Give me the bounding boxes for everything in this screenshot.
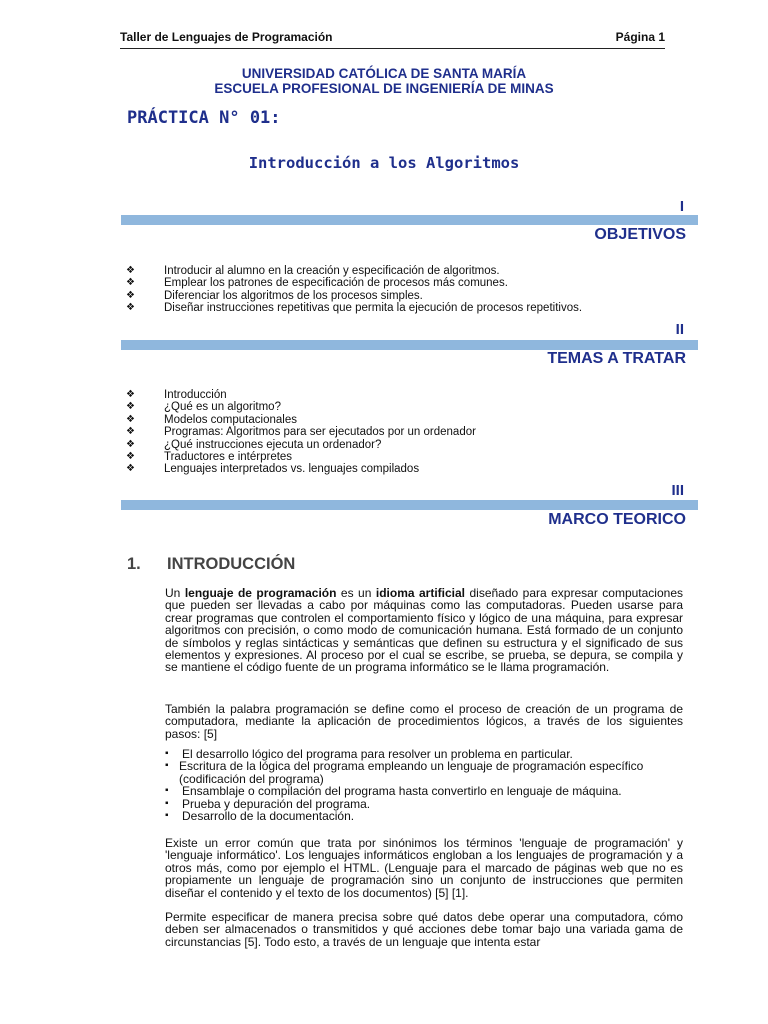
heading-text: INTRODUCCIÓN <box>167 555 296 573</box>
list-item: ❖ ¿Qué es un algoritmo? <box>126 401 281 414</box>
list-item: ▪ Prueba y depuración del programa. <box>165 796 371 811</box>
list-item: ▪ El desarrollo lógico del programa para resolver un problema en particular. <box>165 747 573 761</box>
university-block <box>0 66 768 96</box>
list-item: ❖ Traductores e intérpretes <box>126 451 293 464</box>
heading-introduccion <box>127 555 295 574</box>
section-band <box>121 500 698 510</box>
keyword-lenguaje: lenguaje de programación <box>184 586 337 600</box>
practice-title: PRÁCTICA N° 01: <box>127 108 281 128</box>
section-number: III <box>671 482 684 499</box>
diamond-bullet-icon: ❖ <box>126 451 135 463</box>
list-item: ▪ Ensamblaje o compilación del programa hasta convertirlo en lenguaje de máquina. <box>165 784 622 799</box>
paragraph-4: Permite especificar de manera precisa sobre qué datos debe operar una computadora, cómo deben ser almacenados o transmitidos y qué acciones debe tomar bajo una variada gama de circunstancias [5]. Todo esto, a través de un lenguaje que intenta estar <box>165 910 683 949</box>
header-page-number: Página 1 <box>615 30 665 44</box>
list-item: ❖ Introducir al alumno en la creación y especificación de algoritmos. <box>126 265 500 277</box>
paragraph-2: También la palabra programación se define como el proceso de creación de un programa de computadora, mediante la aplicación de procedimientos lógicos, a través de los siguientes pasos: [5] <box>165 702 683 741</box>
section-title-marco: MARCO TEORICO <box>548 511 686 528</box>
diamond-bullet-icon: ❖ <box>126 289 135 301</box>
paragraph-1: Un lenguaje de programación es un idioma artificial diseñado para expresar computaciones que pueden ser llevadas a cabo por máquinas como las computadoras. Pueden usarse para crear programas que controlen el comportamiento físico y lógico de una máquina, para expresar algoritmos con precisión, o como modo de comunicación humana. Está formado de un conjunto de símbolos y reglas sintácticas y semánticas que definen su estructura y el significado de sus elementos y expresiones. Al proceso por el cual se escribe, se prueba, se depura, se compila y se mantiene el código fuente de un programa informático se le llama programación. <box>165 586 683 675</box>
section-number: I <box>679 198 684 215</box>
square-bullet-icon: ▪ <box>165 785 169 797</box>
practice-subtitle: Introducción a los Algoritmos <box>248 154 520 172</box>
diamond-bullet-icon: ❖ <box>126 438 135 450</box>
diamond-bullet-icon: ❖ <box>126 463 135 475</box>
diamond-bullet-icon: ❖ <box>126 389 135 400</box>
diamond-bullet-icon: ❖ <box>126 277 135 289</box>
section-number: II <box>675 321 684 338</box>
list-item: ❖ Introducción <box>126 389 227 401</box>
diamond-bullet-icon: ❖ <box>126 302 135 314</box>
list-item: ❖ ¿Qué instrucciones ejecuta un ordenador? <box>126 438 382 451</box>
list-item: ▪ Desarrollo de la documentación. <box>165 809 355 824</box>
page-header <box>120 30 665 49</box>
diamond-bullet-icon: ❖ <box>126 401 135 413</box>
list-item: ❖ Modelos computacionales <box>126 413 297 426</box>
section-title-temas: TEMAS A TRATAR <box>547 350 686 367</box>
university-name: UNIVERSIDAD CATÓLICA DE SANTA MARÍA <box>241 66 527 81</box>
square-bullet-icon: ▪ <box>165 797 169 809</box>
list-item: ❖ Lenguajes interpretados vs. lenguajes compilados <box>126 463 420 476</box>
paragraph-3: Existe un error común que trata por sinónimos los términos 'lenguaje de programación' y 'lenguaje informático'. Los lenguajes informáticos engloban a los lenguajes de programación y a otros más, como por ejemplo el HTML. (Lenguaje para el marcado de páginas web que no es propiamente un lenguaje de programación sino un conjunto de instrucciones que permiten diseñar el contenido y el texto de los documentos) [5] [1]. <box>165 836 683 900</box>
diamond-bullet-icon: ❖ <box>126 426 135 438</box>
list-item: ❖ Diferenciar los algoritmos de los procesos simples. <box>126 289 423 302</box>
diamond-bullet-icon: ❖ <box>126 413 135 425</box>
list-item: ❖ Programas: Algoritmos para ser ejecutados por un ordenador <box>126 426 476 439</box>
square-bullet-icon: ▪ <box>165 810 169 822</box>
keyword-idioma: idioma artificial <box>375 586 466 600</box>
section-band <box>121 215 698 225</box>
section-band <box>121 340 698 350</box>
section-title-objetivos: OBJETIVOS <box>594 226 686 243</box>
objetivos-list <box>126 265 582 315</box>
square-bullet-icon: ▪ <box>165 760 169 772</box>
pasos-list <box>165 748 685 822</box>
list-item: ▪ Escritura de la lógica del programa empleando un lenguaje de programación específico (codificación del programa) <box>165 759 644 786</box>
header-course-title: Taller de Lenguajes de Programación <box>120 30 333 44</box>
square-bullet-icon: ▪ <box>165 748 169 759</box>
list-item: ❖ Diseñar instrucciones repetitivas que permita la ejecución de procesos repetitivos. <box>126 302 583 315</box>
heading-number: 1. <box>127 555 141 573</box>
diamond-bullet-icon: ❖ <box>126 265 135 276</box>
temas-list <box>126 389 476 476</box>
school-name: ESCUELA PROFESIONAL DE INGENIERÍA DE MINAS <box>214 81 554 96</box>
list-item: ❖ Emplear los patrones de especificación de procesos más comunes. <box>126 277 508 290</box>
